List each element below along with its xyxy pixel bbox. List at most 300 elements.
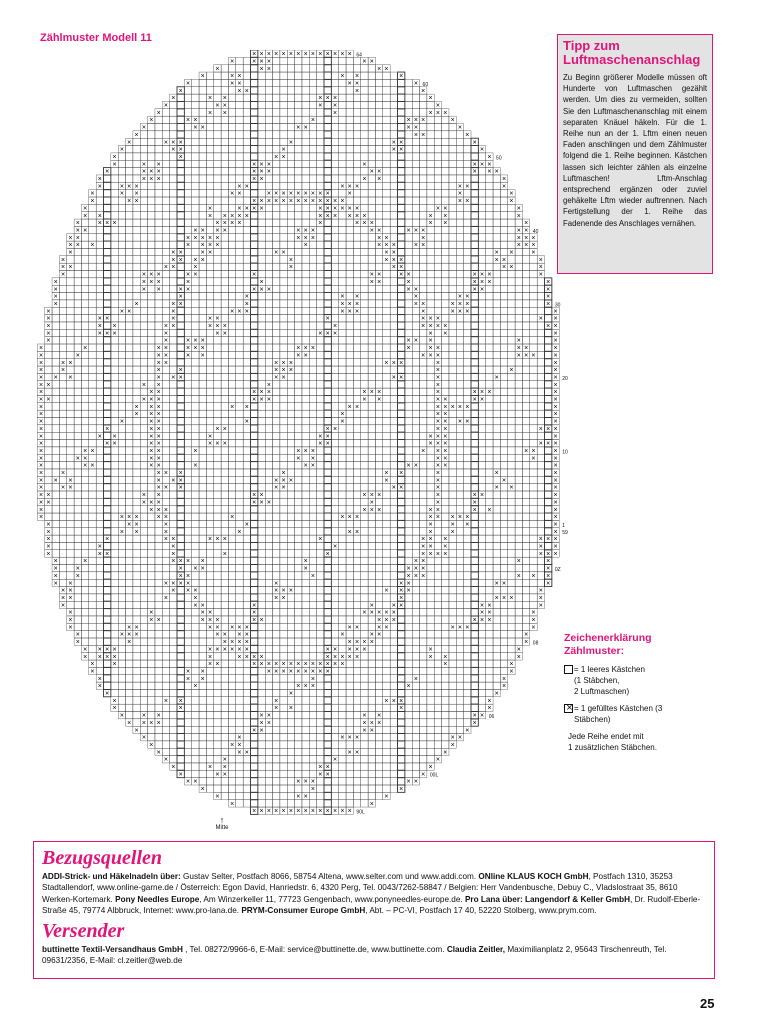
grid-cell bbox=[390, 388, 397, 395]
grid-cell bbox=[192, 212, 199, 219]
grid-cell bbox=[353, 124, 360, 131]
grid-cell bbox=[368, 315, 375, 322]
grid-cell bbox=[442, 307, 449, 314]
grid-cell bbox=[89, 506, 96, 513]
grid-cell bbox=[236, 138, 243, 145]
grid-cell bbox=[192, 197, 199, 204]
grid-cell bbox=[287, 315, 294, 322]
grid-cell bbox=[368, 395, 375, 402]
filled-cell-mark: × bbox=[296, 227, 301, 235]
grid-cell bbox=[155, 263, 162, 270]
grid-cell bbox=[59, 329, 66, 336]
grid-cell bbox=[287, 146, 294, 153]
grid-cell bbox=[192, 351, 199, 358]
grid-cell bbox=[398, 285, 405, 292]
grid-cell bbox=[140, 447, 147, 454]
grid-cell bbox=[126, 454, 133, 461]
grid-cell bbox=[177, 454, 184, 461]
grid-cell bbox=[111, 285, 118, 292]
grid-cell bbox=[199, 79, 206, 86]
grid-cell bbox=[309, 542, 316, 549]
grid-cell bbox=[214, 381, 221, 388]
grid-cell bbox=[74, 329, 81, 336]
grid-cell bbox=[405, 182, 412, 189]
grid-cell bbox=[236, 381, 243, 388]
grid-cell bbox=[96, 256, 103, 263]
grid-cell bbox=[133, 263, 140, 270]
grid-cell bbox=[383, 190, 390, 197]
filled-cell-mark: × bbox=[83, 455, 88, 463]
grid-cell bbox=[74, 520, 81, 527]
grid-cell bbox=[478, 462, 485, 469]
grid-cell bbox=[434, 182, 441, 189]
grid-cell bbox=[368, 425, 375, 432]
filled-cell-mark: × bbox=[332, 109, 338, 117]
grid-cell bbox=[302, 454, 309, 461]
filled-cell-mark: × bbox=[494, 374, 499, 382]
grid-cell bbox=[111, 248, 118, 255]
grid-cell bbox=[405, 381, 412, 388]
grid-cell bbox=[295, 550, 302, 557]
filled-cell-mark: × bbox=[553, 367, 558, 375]
grid-cell bbox=[45, 513, 52, 520]
filled-cell-mark: × bbox=[163, 359, 169, 367]
grid-cell bbox=[184, 381, 191, 388]
grid-cell bbox=[434, 131, 441, 138]
grid-cell bbox=[214, 550, 221, 557]
filled-cell-mark: × bbox=[105, 168, 110, 176]
grid-cell bbox=[140, 322, 147, 329]
grid-cell bbox=[368, 65, 375, 72]
grid-cell bbox=[522, 329, 529, 336]
filled-cell-mark: × bbox=[208, 234, 213, 242]
grid-cell bbox=[243, 124, 250, 131]
grid-cell bbox=[81, 440, 88, 447]
grid-cell bbox=[420, 204, 427, 211]
filled-cell-mark: × bbox=[171, 249, 176, 257]
grid-cell bbox=[89, 285, 96, 292]
grid-cell bbox=[111, 190, 118, 197]
grid-cell bbox=[74, 513, 81, 520]
grid-cell bbox=[339, 322, 346, 329]
grid-cell bbox=[515, 293, 522, 300]
grid-cell bbox=[456, 256, 463, 263]
grid-cell bbox=[390, 278, 397, 285]
filled-cell-mark: × bbox=[156, 176, 161, 183]
grid-cell bbox=[96, 403, 103, 410]
grid-cell bbox=[162, 550, 169, 557]
grid-cell bbox=[493, 175, 500, 182]
grid-cell bbox=[177, 410, 184, 417]
grid-cell bbox=[353, 146, 360, 153]
filled-cell-mark: × bbox=[178, 256, 183, 264]
grid-cell bbox=[52, 440, 59, 447]
grid-cell bbox=[280, 513, 287, 520]
grid-cell bbox=[104, 204, 111, 211]
grid-cell bbox=[412, 278, 419, 285]
grid-cell bbox=[302, 101, 309, 108]
grid-cell bbox=[515, 513, 522, 520]
grid-cell bbox=[111, 542, 118, 549]
grid-cell bbox=[515, 315, 522, 322]
filled-cell-mark: × bbox=[281, 198, 286, 206]
grid-cell bbox=[464, 476, 471, 483]
grid-cell bbox=[89, 418, 96, 425]
grid-cell bbox=[59, 557, 66, 564]
grid-cell bbox=[398, 447, 405, 454]
filled-cell-mark: × bbox=[413, 293, 418, 301]
grid-cell bbox=[515, 285, 522, 292]
filled-cell-mark: × bbox=[377, 234, 382, 242]
grid-cell bbox=[206, 101, 213, 108]
grid-cell bbox=[118, 373, 125, 380]
grid-cell bbox=[214, 498, 221, 505]
grid-cell bbox=[449, 146, 456, 153]
grid-cell bbox=[331, 248, 338, 255]
filled-cell-mark: × bbox=[97, 330, 102, 338]
grid-cell bbox=[133, 168, 140, 175]
filled-cell-mark: × bbox=[274, 249, 279, 257]
grid-cell bbox=[140, 550, 147, 557]
grid-cell bbox=[221, 491, 228, 498]
grid-cell bbox=[530, 359, 537, 366]
grid-cell bbox=[228, 344, 235, 351]
filled-cell-mark: × bbox=[391, 264, 396, 272]
grid-cell bbox=[361, 498, 368, 505]
grid-cell bbox=[89, 476, 96, 483]
filled-cell-mark: × bbox=[457, 403, 463, 411]
grid-cell bbox=[427, 241, 434, 248]
grid-cell bbox=[331, 381, 338, 388]
grid-cell bbox=[96, 344, 103, 351]
grid-cell bbox=[170, 175, 177, 182]
grid-cell bbox=[228, 234, 235, 241]
grid-cell bbox=[405, 403, 412, 410]
grid-cell bbox=[471, 219, 478, 226]
grid-cell bbox=[434, 241, 441, 248]
grid-cell bbox=[493, 197, 500, 204]
grid-cell bbox=[522, 381, 529, 388]
grid-cell bbox=[427, 146, 434, 153]
grid-cell bbox=[493, 182, 500, 189]
grid-cell bbox=[258, 329, 265, 336]
grid-cell bbox=[251, 329, 258, 336]
grid-cell bbox=[464, 204, 471, 211]
grid-cell bbox=[280, 160, 287, 167]
grid-cell bbox=[309, 124, 316, 131]
grid-cell bbox=[442, 315, 449, 322]
grid-cell bbox=[74, 462, 81, 469]
filled-cell-mark: × bbox=[83, 205, 88, 213]
grid-cell bbox=[478, 528, 485, 535]
grid-cell bbox=[118, 234, 125, 241]
grid-cell bbox=[493, 535, 500, 542]
grid-cell bbox=[243, 454, 250, 461]
grid-cell bbox=[133, 153, 140, 160]
grid-cell bbox=[67, 395, 74, 402]
grid-cell bbox=[126, 373, 133, 380]
grid-cell bbox=[177, 359, 184, 366]
grid-cell bbox=[500, 307, 507, 314]
grid-cell bbox=[155, 256, 162, 263]
filled-cell-mark: × bbox=[274, 51, 279, 59]
grid-cell bbox=[302, 535, 309, 542]
grid-cell bbox=[471, 366, 478, 373]
grid-cell bbox=[104, 506, 111, 513]
grid-cell bbox=[464, 248, 471, 255]
grid-cell bbox=[177, 322, 184, 329]
grid-cell bbox=[192, 315, 199, 322]
filled-cell-mark: × bbox=[428, 521, 433, 529]
grid-cell bbox=[177, 506, 184, 513]
grid-cell bbox=[324, 219, 331, 226]
grid-cell bbox=[537, 520, 544, 527]
grid-cell bbox=[383, 300, 390, 307]
grid-cell bbox=[398, 351, 405, 358]
grid-cell bbox=[243, 542, 250, 549]
filled-cell-mark: × bbox=[141, 161, 146, 169]
grid-cell bbox=[96, 204, 103, 211]
filled-cell-mark: × bbox=[516, 212, 521, 220]
grid-cell bbox=[420, 101, 427, 108]
grid-cell bbox=[148, 256, 155, 263]
grid-cell bbox=[405, 131, 412, 138]
filled-cell-mark: × bbox=[119, 183, 124, 191]
grid-cell bbox=[228, 520, 235, 527]
grid-cell bbox=[375, 72, 382, 79]
grid-cell bbox=[434, 520, 441, 527]
grid-cell bbox=[456, 241, 463, 248]
grid-cell bbox=[420, 212, 427, 219]
grid-cell bbox=[273, 351, 280, 358]
filled-cell-mark: × bbox=[230, 58, 235, 66]
grid-cell bbox=[368, 293, 375, 300]
filled-cell-mark: × bbox=[369, 278, 374, 286]
grid-cell bbox=[59, 285, 66, 292]
grid-cell bbox=[449, 256, 456, 263]
grid-cell bbox=[500, 190, 507, 197]
grid-cell bbox=[170, 101, 177, 108]
grid-cell bbox=[530, 373, 537, 380]
grid-cell bbox=[273, 256, 280, 263]
filled-cell-mark: × bbox=[369, 506, 374, 514]
grid-cell bbox=[471, 234, 478, 241]
grid-cell bbox=[368, 535, 375, 542]
grid-cell bbox=[317, 520, 324, 527]
grid-cell bbox=[67, 418, 74, 425]
grid-cell bbox=[96, 263, 103, 270]
filled-cell-mark: × bbox=[222, 102, 227, 110]
grid-cell bbox=[280, 271, 287, 278]
grid-cell bbox=[449, 506, 456, 513]
grid-cell bbox=[456, 131, 463, 138]
filled-cell-mark: × bbox=[384, 359, 389, 367]
grid-cell bbox=[375, 153, 382, 160]
grid-cell bbox=[214, 278, 221, 285]
filled-cell-mark: × bbox=[369, 168, 374, 176]
grid-cell bbox=[265, 476, 272, 483]
grid-cell bbox=[383, 322, 390, 329]
grid-cell bbox=[236, 550, 243, 557]
grid-cell bbox=[478, 454, 485, 461]
grid-cell bbox=[390, 395, 397, 402]
grid-cell bbox=[309, 94, 316, 101]
filled-cell-mark: × bbox=[230, 220, 235, 228]
grid-cell bbox=[118, 542, 125, 549]
grid-cell bbox=[331, 484, 338, 491]
grid-cell bbox=[184, 190, 191, 197]
grid-cell bbox=[251, 440, 258, 447]
grid-cell bbox=[206, 498, 213, 505]
grid-cell bbox=[184, 226, 191, 233]
filled-cell-mark: × bbox=[149, 447, 154, 455]
grid-cell bbox=[309, 440, 316, 447]
filled-cell-mark: × bbox=[435, 484, 440, 492]
filled-cell-mark: × bbox=[274, 484, 279, 492]
grid-cell bbox=[331, 256, 338, 263]
filled-cell-mark: × bbox=[171, 300, 176, 308]
filled-cell-mark: × bbox=[193, 234, 198, 242]
filled-cell-mark: × bbox=[266, 396, 271, 404]
grid-cell bbox=[317, 454, 324, 461]
grid-cell bbox=[302, 528, 309, 535]
grid-cell bbox=[545, 528, 552, 535]
grid-cell bbox=[177, 234, 184, 241]
filled-cell-mark: × bbox=[450, 403, 455, 411]
filled-cell-mark: × bbox=[38, 499, 44, 507]
grid-cell bbox=[390, 182, 397, 189]
grid-cell bbox=[89, 204, 96, 211]
filled-cell-mark: × bbox=[303, 51, 308, 59]
grid-cell bbox=[155, 293, 162, 300]
grid-cell bbox=[537, 293, 544, 300]
filled-cell-mark: × bbox=[193, 462, 198, 470]
grid-cell bbox=[133, 550, 140, 557]
grid-cell bbox=[155, 226, 162, 233]
grid-cell bbox=[111, 234, 118, 241]
grid-cell bbox=[170, 153, 177, 160]
grid-cell bbox=[375, 79, 382, 86]
filled-cell-mark: × bbox=[531, 447, 536, 455]
grid-cell bbox=[398, 366, 405, 373]
grid-cell bbox=[118, 337, 125, 344]
filled-cell-mark: × bbox=[332, 102, 338, 110]
grid-cell bbox=[81, 395, 88, 402]
grid-cell bbox=[545, 513, 552, 520]
grid-cell bbox=[59, 498, 66, 505]
grid-cell bbox=[530, 344, 537, 351]
grid-cell bbox=[486, 469, 493, 476]
grid-cell bbox=[493, 498, 500, 505]
grid-cell bbox=[206, 168, 213, 175]
grid-cell bbox=[383, 381, 390, 388]
grid-cell bbox=[265, 506, 272, 513]
grid-cell bbox=[405, 388, 412, 395]
grid-cell bbox=[317, 322, 324, 329]
grid-cell bbox=[280, 403, 287, 410]
grid-cell bbox=[184, 109, 191, 116]
grid-cell bbox=[206, 418, 213, 425]
grid-cell bbox=[184, 160, 191, 167]
grid-cell bbox=[471, 300, 478, 307]
grid-cell bbox=[545, 337, 552, 344]
grid-cell bbox=[545, 506, 552, 513]
filled-cell-mark: × bbox=[479, 146, 485, 154]
grid-cell bbox=[126, 146, 133, 153]
grid-cell bbox=[478, 182, 485, 189]
filled-cell-mark: × bbox=[502, 477, 507, 485]
filled-cell-mark: × bbox=[479, 278, 485, 286]
grid-cell bbox=[199, 395, 206, 402]
filled-cell-mark: × bbox=[156, 447, 161, 455]
filled-cell-mark: × bbox=[259, 389, 264, 397]
grid-cell bbox=[236, 484, 243, 491]
grid-cell bbox=[317, 124, 324, 131]
grid-cell bbox=[339, 101, 346, 108]
grid-cell bbox=[155, 337, 162, 344]
grid-cell bbox=[273, 182, 280, 189]
filled-cell-mark: × bbox=[362, 58, 367, 66]
grid-cell bbox=[52, 542, 59, 549]
grid-cell bbox=[456, 204, 463, 211]
grid-cell bbox=[162, 542, 169, 549]
filled-cell-mark: × bbox=[443, 543, 448, 551]
grid-cell bbox=[251, 116, 258, 123]
filled-cell-mark: × bbox=[494, 484, 499, 492]
grid-cell bbox=[346, 315, 353, 322]
grid-cell bbox=[162, 278, 169, 285]
grid-cell bbox=[162, 175, 169, 182]
grid-cell bbox=[317, 469, 324, 476]
grid-cell bbox=[118, 329, 125, 336]
grid-cell bbox=[228, 322, 235, 329]
grid-cell bbox=[67, 447, 74, 454]
grid-cell bbox=[317, 57, 324, 64]
grid-cell bbox=[449, 234, 456, 241]
filled-cell-mark: × bbox=[134, 528, 139, 536]
grid-cell bbox=[508, 293, 515, 300]
grid-cell bbox=[74, 535, 81, 542]
filled-cell-mark: × bbox=[171, 477, 176, 485]
grid-cell bbox=[177, 351, 184, 358]
filled-cell-mark: × bbox=[428, 433, 433, 441]
grid-cell bbox=[434, 160, 441, 167]
grid-cell bbox=[339, 138, 346, 145]
grid-cell bbox=[243, 153, 250, 160]
grid-cell bbox=[390, 168, 397, 175]
grid-cell bbox=[537, 491, 544, 498]
grid-cell bbox=[375, 329, 382, 336]
grid-cell bbox=[133, 418, 140, 425]
grid-cell bbox=[398, 418, 405, 425]
grid-cell bbox=[280, 491, 287, 498]
grid-cell bbox=[221, 528, 228, 535]
grid-cell bbox=[405, 190, 412, 197]
grid-cell bbox=[383, 447, 390, 454]
grid-cell bbox=[96, 498, 103, 505]
grid-cell bbox=[111, 307, 118, 314]
grid-cell bbox=[420, 395, 427, 402]
grid-cell bbox=[361, 366, 368, 373]
grid-cell bbox=[346, 418, 353, 425]
grid-cell bbox=[221, 307, 228, 314]
grid-cell bbox=[236, 520, 243, 527]
grid-cell bbox=[192, 219, 199, 226]
grid-cell bbox=[302, 94, 309, 101]
grid-cell bbox=[331, 87, 338, 94]
grid-cell bbox=[309, 182, 316, 189]
filled-cell-mark: × bbox=[208, 433, 213, 441]
